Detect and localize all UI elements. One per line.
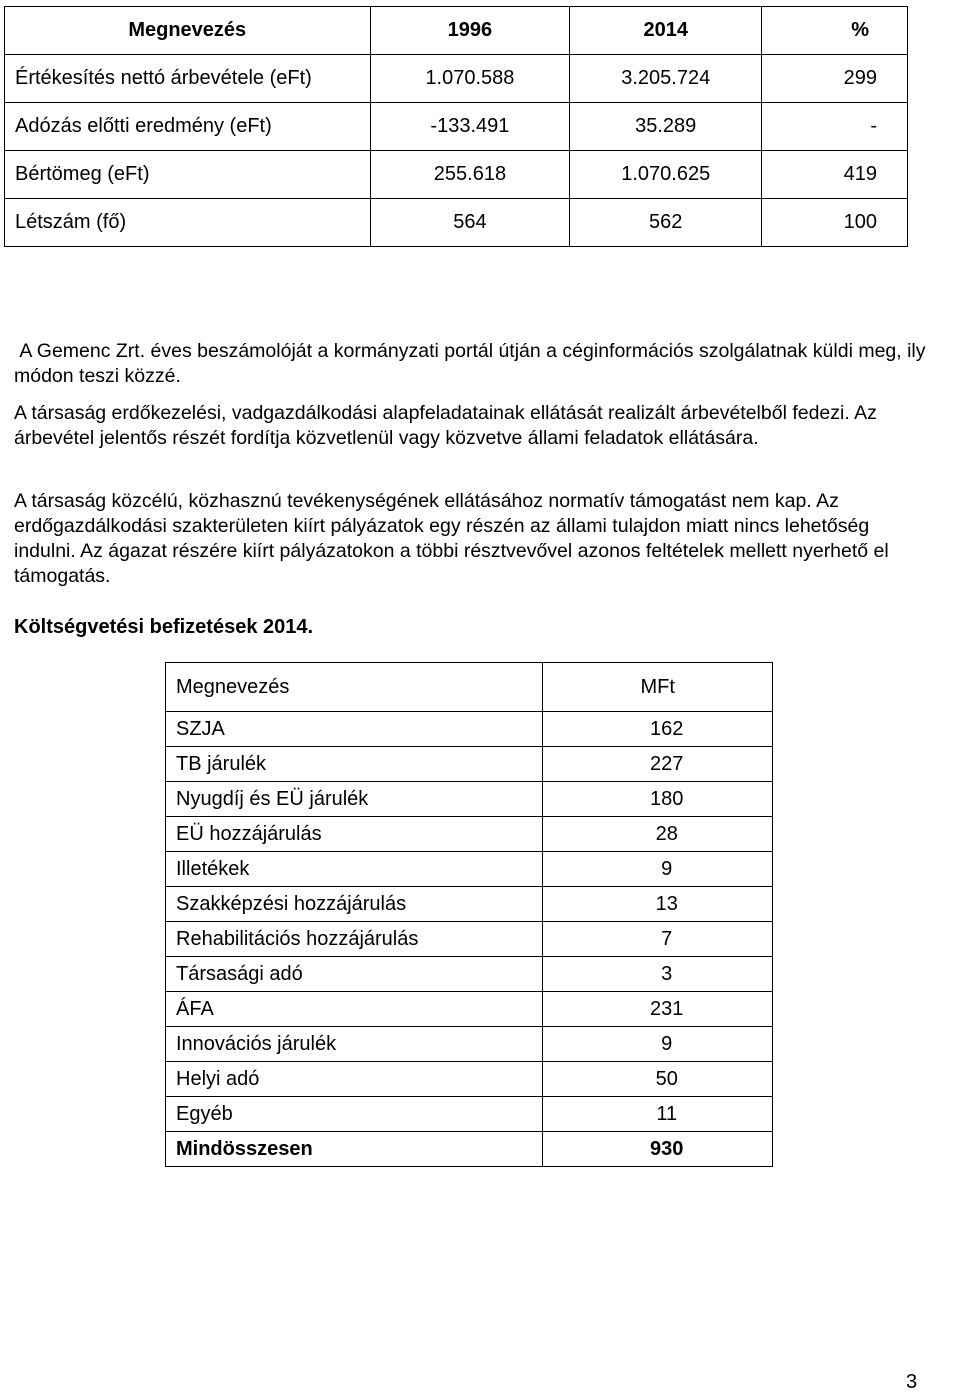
table-row [166,747,773,782]
total-label: Mindösszesen [166,1132,543,1167]
table-row [166,957,773,992]
row-label: Illetékek [166,852,543,887]
paragraph-support: A társaság közcélú, közhasznú tevékenységének ellátásához normatív támogatást nem kap. Az erdőgazdálkodási szakterületen kiírt pályázatok egy részén az állami tulajdon miatt nincs lehetőség indulni. Az ágazat részére kiírt pályázatokon a többi résztvevővel azonos feltételek mellett nyerhető el támogatás. [14,490,889,587]
header-mft: MFt [543,663,773,712]
table-row [5,103,908,151]
table-row [166,1027,773,1062]
table-row [166,712,773,747]
page-number: 3 [906,1371,918,1393]
table-row [166,782,773,817]
table-row [166,817,773,852]
value-1996: -133.491 [370,103,570,151]
table-row [5,199,908,247]
table-row [166,922,773,957]
row-value: 3 [543,957,773,992]
table-row [166,1097,773,1132]
table-row [166,992,773,1027]
table-row [5,55,908,103]
table-row [166,852,773,887]
section-heading: Költségvetési befizetések 2014. [14,616,314,638]
row-value: 162 [543,712,773,747]
row-value: 11 [543,1097,773,1132]
header-percent: % [762,7,908,55]
value-percent: 299 [762,55,908,103]
table-header-row [166,663,773,712]
row-value: 180 [543,782,773,817]
header-1996: 1996 [370,7,570,55]
total-value: 930 [543,1132,773,1167]
table-row [166,1062,773,1097]
row-value: 50 [543,1062,773,1097]
paragraph-publication: A Gemenc Zrt. éves beszámolóját a kormányzati portál útján a céginformációs szolgálatnak küldi meg, ily módon teszi közzé. [14,340,931,387]
row-value: 9 [543,852,773,887]
row-label: Nyugdíj és EÜ járulék [166,782,543,817]
value-2014: 1.070.625 [570,151,762,199]
row-value: 28 [543,817,773,852]
value-percent: 419 [762,151,908,199]
row-label: Értékesítés nettó árbevétele (eFt) [5,55,371,103]
row-label: Adózás előtti eredmény (eFt) [5,103,371,151]
row-label: Társasági adó [166,957,543,992]
budget-payments-table [165,662,773,1167]
value-2014: 35.289 [570,103,762,151]
row-label: ÁFA [166,992,543,1027]
row-label: TB járulék [166,747,543,782]
row-label: Létszám (fő) [5,199,371,247]
row-value: 227 [543,747,773,782]
row-label: EÜ hozzájárulás [166,817,543,852]
value-2014: 3.205.724 [570,55,762,103]
row-value: 13 [543,887,773,922]
value-percent: - [762,103,908,151]
value-1996: 564 [370,199,570,247]
header-name: Megnevezés [5,7,371,55]
header-2014: 2014 [570,7,762,55]
table-row [5,151,908,199]
paragraph-revenue: A társaság erdőkezelési, vadgazdálkodási alapfeladatainak ellátását realizált árbevételből fedezi. Az árbevétel jelentős részét fordítja közvetlenül vagy közvetve állami feladatok ellátására. [14,402,877,449]
row-label: Innovációs járulék [166,1027,543,1062]
financial-summary-table [4,6,908,247]
row-value: 9 [543,1027,773,1062]
row-label: Egyéb [166,1097,543,1132]
row-label: SZJA [166,712,543,747]
row-value: 231 [543,992,773,1027]
header-name: Megnevezés [166,663,543,712]
value-2014: 562 [570,199,762,247]
value-percent: 100 [762,199,908,247]
table-row [166,887,773,922]
row-label: Helyi adó [166,1062,543,1097]
row-value: 7 [543,922,773,957]
row-label: Bértömeg (eFt) [5,151,371,199]
value-1996: 1.070.588 [370,55,570,103]
table-header-row [5,7,908,55]
value-1996: 255.618 [370,151,570,199]
row-label: Rehabilitációs hozzájárulás [166,922,543,957]
total-row [166,1132,773,1167]
row-label: Szakképzési hozzájárulás [166,887,543,922]
